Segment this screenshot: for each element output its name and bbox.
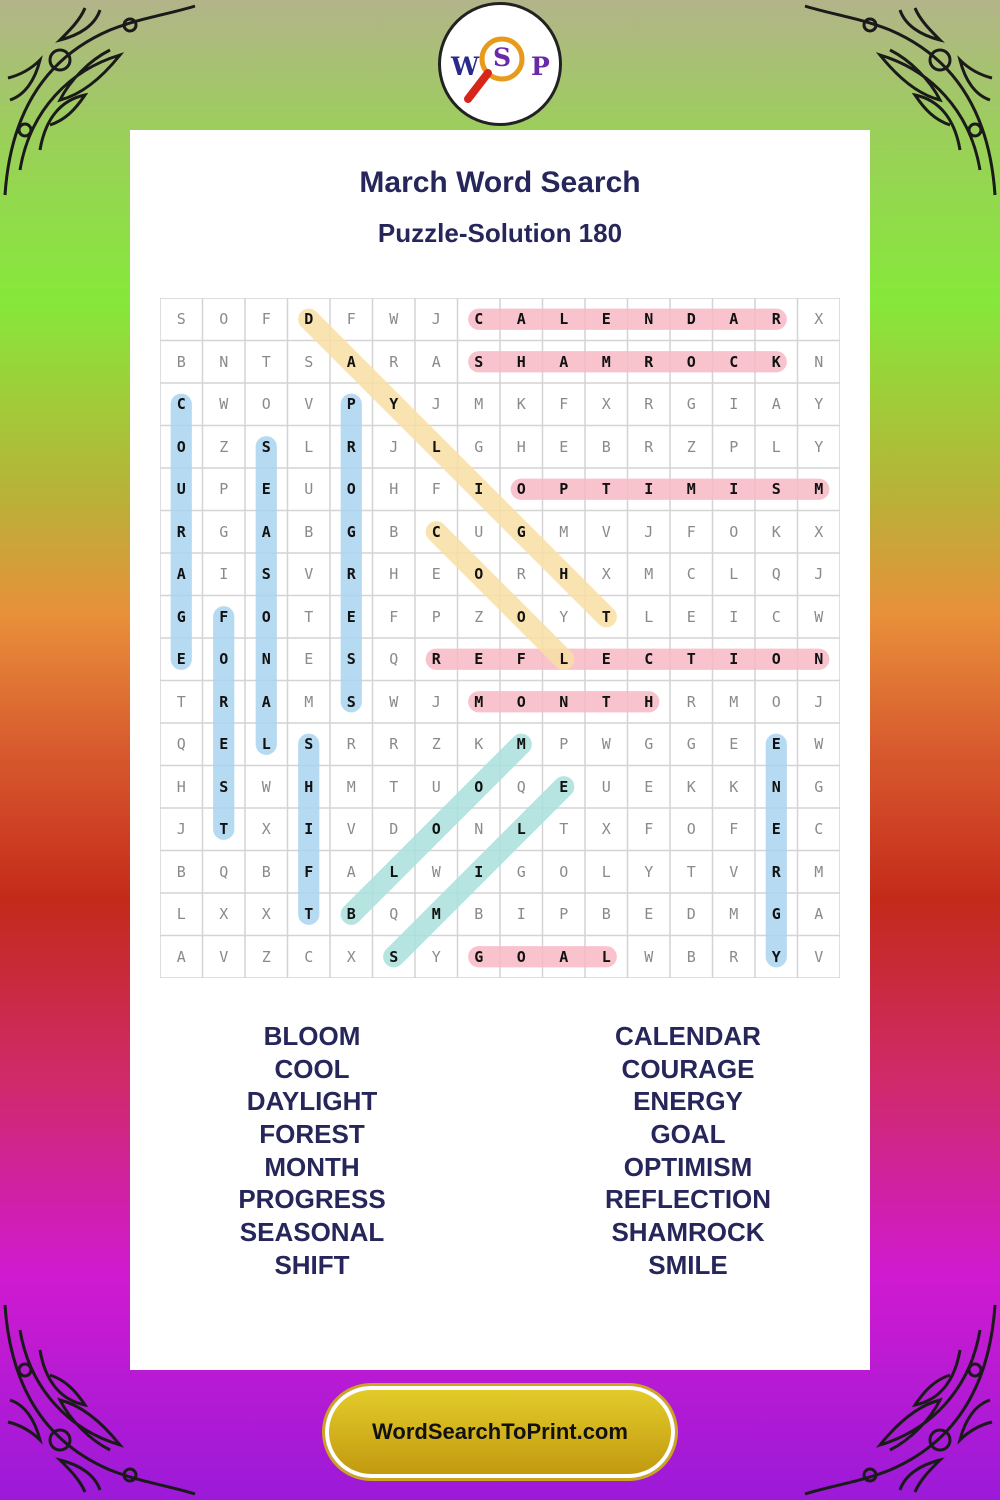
grid-cell: F [304, 862, 314, 881]
grid-cell: R [389, 735, 399, 753]
grid-cell: J [814, 565, 824, 583]
word-list-left [162, 1020, 462, 1282]
grid-cell: I [729, 650, 739, 668]
grid-cell: T [219, 820, 229, 838]
grid-cell: T [601, 480, 611, 498]
grid-cell: R [729, 947, 739, 966]
grid-cell: X [814, 310, 824, 328]
grid-cell: A [346, 862, 356, 881]
grid-cell: E [431, 565, 441, 583]
grid-cell: E [559, 777, 569, 796]
grid-cell: R [686, 692, 696, 711]
grid-cell: G [686, 735, 696, 753]
grid-cell: M [729, 692, 739, 711]
logo-letter-p: P [531, 52, 550, 81]
grid-cell: B [474, 905, 484, 923]
grid-cell: X [346, 947, 356, 966]
grid-cell: L [431, 437, 441, 456]
grid-cell: V [304, 395, 314, 413]
grid-cell: X [814, 522, 824, 541]
grid-cell: O [771, 650, 781, 668]
grid-cell: T [176, 692, 186, 711]
grid-cell: E [219, 735, 229, 753]
grid-cell: H [389, 565, 399, 583]
grid-cell: O [261, 607, 271, 626]
grid-cell: L [389, 862, 399, 881]
grid-cell: I [729, 395, 739, 413]
grid-cell: K [516, 395, 526, 413]
word-list-item: PROGRESS [238, 1184, 386, 1215]
word-list-item: FOREST [259, 1119, 365, 1150]
word-list-item: CALENDAR [615, 1021, 761, 1051]
grid-cell: O [176, 437, 186, 456]
grid-cell: J [431, 692, 441, 711]
grid-cell: M [516, 735, 526, 753]
grid-cell: U [176, 480, 186, 498]
grid-cell: U [601, 777, 611, 796]
grid-cell: W [219, 395, 229, 413]
grid-cell: R [346, 437, 356, 456]
grid-cell: F [389, 607, 399, 626]
grid-cell: N [644, 310, 654, 328]
grid-cell: T [261, 352, 271, 371]
grid-cell: T [559, 820, 569, 838]
puzzle-card [130, 130, 870, 1370]
grid-cell: A [176, 565, 186, 583]
grid-cell: I [474, 480, 484, 498]
grid-cell: N [559, 692, 569, 711]
grid-cell: S [304, 352, 314, 371]
grid-cell: I [729, 480, 739, 498]
grid-cell: U [474, 522, 484, 541]
grid-cell: C [686, 565, 696, 583]
grid-cell: A [176, 947, 186, 966]
grid-cell: O [559, 862, 569, 881]
grid-cell: Y [644, 862, 654, 881]
grid-cell: W [814, 735, 824, 753]
grid-cell: P [431, 607, 441, 626]
grid-cell: G [814, 777, 824, 796]
grid-cell: L [559, 650, 569, 668]
grid-cell: O [219, 310, 229, 328]
grid-cell: V [219, 947, 229, 966]
grid-cell: B [261, 862, 271, 881]
grid-cell: N [814, 352, 824, 371]
grid-cell: R [771, 310, 781, 328]
grid-cell: M [559, 522, 569, 541]
site-logo[interactable] [438, 2, 562, 126]
grid-cell: Y [814, 395, 824, 413]
website-link-button[interactable]: WordSearchToPrint.com [325, 1386, 675, 1478]
grid-cell: H [644, 692, 654, 711]
grid-cell: D [686, 310, 696, 328]
grid-cell: A [431, 352, 441, 371]
word-list-item: COOL [274, 1053, 350, 1084]
grid-cell: L [516, 820, 526, 838]
grid-cell: E [601, 650, 611, 668]
grid-cell: R [431, 650, 441, 668]
grid-cell: C [474, 310, 484, 328]
grid-cell: N [219, 352, 229, 371]
grid-cell: X [601, 820, 611, 838]
grid-cell: J [389, 437, 399, 456]
grid-cell: F [431, 480, 441, 498]
grid-cell: K [771, 522, 781, 541]
grid-cell: V [729, 862, 739, 881]
grid-cell: Q [176, 735, 186, 753]
grid-cell: J [431, 310, 441, 328]
grid-cell: D [304, 310, 314, 328]
grid-cell: R [346, 735, 356, 753]
grid-cell: L [771, 437, 781, 456]
grid-cell: L [644, 607, 654, 626]
grid-cell: O [346, 480, 356, 498]
word-list-item: GOAL [650, 1119, 726, 1150]
grid-cell: R [219, 692, 229, 711]
grid-cell: C [304, 947, 314, 966]
grid-cell: W [261, 777, 271, 796]
grid-cell: A [729, 310, 739, 328]
grid-cell: A [559, 947, 569, 966]
grid-cell: J [644, 522, 654, 541]
grid-cell: M [346, 777, 356, 796]
grid-cell: L [176, 905, 186, 923]
grid-cell: J [814, 692, 824, 711]
grid-cell: O [261, 395, 271, 413]
grid-cell: T [304, 905, 314, 923]
word-list-item: SHAMROCK [611, 1217, 765, 1248]
grid-cell: M [729, 905, 739, 923]
grid-cell: T [686, 862, 696, 881]
grid-cell: B [601, 437, 611, 456]
grid-cell: I [729, 607, 739, 626]
word-search-grid [160, 298, 840, 978]
word-list-right [538, 1020, 838, 1282]
grid-cell: I [304, 820, 314, 838]
grid-cell: A [771, 395, 781, 413]
grid-cell: S [261, 437, 271, 456]
grid-cell: L [601, 862, 611, 881]
grid-cell: O [474, 777, 484, 796]
grid-cell: G [516, 522, 526, 541]
grid-cell: X [601, 395, 611, 413]
grid-cell: X [261, 905, 271, 923]
grid-cell: M [431, 905, 441, 923]
grid-cell: C [771, 607, 781, 626]
grid-cell: V [814, 947, 824, 966]
grid-cell: H [516, 352, 526, 371]
grid-cell: B [601, 905, 611, 923]
word-list-item: REFLECTION [604, 1184, 772, 1215]
grid-cell: S [771, 480, 781, 498]
grid-cell: G [644, 735, 654, 753]
grid-cell: F [261, 310, 271, 328]
grid-cell: Y [814, 437, 824, 456]
grid-cell: D [389, 820, 399, 838]
grid-cell: M [686, 480, 696, 498]
grid-cell: Y [431, 947, 441, 966]
grid-cell: P [346, 395, 356, 413]
grid-cell: Y [559, 607, 569, 626]
grid-cell: S [304, 735, 314, 753]
grid-cell: L [304, 437, 314, 456]
grid-cell: C [176, 395, 186, 413]
grid-cell: N [771, 777, 781, 796]
grid-cell: G [686, 395, 696, 413]
grid-cell: C [644, 650, 654, 668]
grid-cell: E [601, 310, 611, 328]
grid-cell: Q [389, 650, 399, 668]
word-list-item: SEASONAL [239, 1217, 385, 1248]
grid-cell: O [474, 565, 484, 583]
grid-cell: B [686, 947, 696, 966]
grid-cell: S [346, 650, 356, 668]
grid-cell: Q [516, 777, 526, 796]
grid-cell: X [219, 905, 229, 923]
grid-cell: T [389, 777, 399, 796]
grid-cell: U [304, 480, 314, 498]
grid-cell: M [814, 480, 824, 498]
grid-cell: O [431, 820, 441, 838]
grid-cell: C [814, 820, 824, 838]
grid-cell: A [814, 905, 824, 923]
grid-cell: E [559, 437, 569, 456]
grid-cell: S [346, 692, 356, 711]
grid-cell: Z [431, 735, 441, 753]
grid-cell: Q [219, 862, 229, 881]
grid-cell: Y [389, 395, 399, 413]
grid-cell: Z [474, 607, 484, 626]
grid-cell: P [219, 480, 229, 498]
grid-cell: S [219, 777, 229, 796]
grid-cell: I [644, 480, 654, 498]
grid-cell: D [686, 905, 696, 923]
grid-cell: V [601, 522, 611, 541]
grid-cell: E [304, 650, 314, 668]
grid-cell: X [261, 820, 271, 838]
grid-cell: V [304, 565, 314, 583]
grid-cell: O [771, 692, 781, 711]
grid-cell: J [176, 820, 186, 838]
grid-cell: O [516, 947, 526, 966]
grid-cell: E [346, 607, 356, 626]
word-list-item: COURAGE [621, 1053, 755, 1084]
word-list-item: MONTH [264, 1151, 360, 1182]
grid-cell: E [644, 905, 654, 923]
grid-cell: O [516, 692, 526, 711]
grid-cell: S [176, 310, 186, 328]
grid-cell: F [686, 522, 696, 541]
grid-cell: P [729, 437, 739, 456]
grid-cell: M [814, 862, 824, 881]
grid-cell: E [686, 607, 696, 626]
grid-cell: W [814, 607, 824, 626]
grid-cell: B [346, 905, 356, 923]
grid-cell: E [729, 735, 739, 753]
grid-cell: G [219, 522, 229, 541]
grid-cell: E [771, 735, 781, 753]
word-list-item: ENERGY [633, 1086, 743, 1117]
grid-cell: Q [389, 905, 399, 923]
grid-cell: U [431, 777, 441, 796]
grid-cell: I [516, 905, 526, 923]
grid-cell: B [389, 522, 399, 541]
page-subtitle: Puzzle-Solution 180 [377, 218, 623, 248]
grid-cell: G [474, 437, 484, 456]
grid-cell: Z [219, 437, 229, 456]
grid-cell: K [771, 352, 781, 371]
grid-cell: R [176, 522, 186, 541]
grid-cell: O [516, 607, 526, 626]
grid-cell: T [686, 650, 696, 668]
grid-cell: L [261, 735, 271, 753]
grid-cell: G [516, 862, 526, 881]
grid-cell: I [474, 862, 484, 881]
grid-cell: E [771, 820, 781, 838]
grid-cell: S [261, 565, 271, 583]
grid-cell: R [644, 395, 654, 413]
grid-cell: L [559, 310, 569, 328]
grid-cell: W [389, 310, 399, 328]
grid-cell: M [474, 692, 484, 711]
grid-cell: F [559, 395, 569, 413]
grid-cell: H [516, 437, 526, 456]
grid-cell: W [601, 735, 611, 753]
grid-cell: W [389, 692, 399, 711]
grid-cell: T [304, 607, 314, 626]
grid-cell: F [729, 820, 739, 838]
grid-cell: Z [261, 947, 271, 966]
grid-cell: R [644, 352, 654, 371]
grid-cell: N [474, 820, 484, 838]
grid-cell: Z [686, 437, 696, 456]
grid-cell: F [644, 820, 654, 838]
grid-cell: E [644, 777, 654, 796]
grid-cell: B [176, 352, 186, 371]
grid-cell: M [601, 352, 611, 371]
logo-letter-s: S [493, 43, 512, 72]
grid-cell: F [346, 310, 356, 328]
grid-cell: C [431, 522, 441, 541]
grid-cell: X [601, 565, 611, 583]
grid-cell: O [686, 820, 696, 838]
grid-cell: O [516, 480, 526, 498]
grid-cell: P [559, 735, 569, 753]
grid-cell: N [814, 650, 824, 668]
grid-cell: V [346, 820, 356, 838]
grid-cell: A [559, 352, 569, 371]
grid-cell: O [686, 352, 696, 371]
grid-cell: C [729, 352, 739, 371]
grid-cell: B [304, 522, 314, 541]
grid-cell: A [516, 310, 526, 328]
grid-cell: K [474, 735, 484, 753]
grid-cell: K [729, 777, 739, 796]
word-list-item: BLOOM [263, 1021, 361, 1051]
grid-cell: A [261, 522, 271, 541]
grid-cell: G [346, 522, 356, 541]
grid-cell: N [261, 650, 271, 668]
grid-cell: G [474, 947, 484, 966]
grid-cell: R [771, 862, 781, 881]
grid-cell: R [346, 565, 356, 583]
grid-cell: G [771, 905, 781, 923]
grid-cell: Y [771, 947, 781, 966]
grid-cell: H [389, 480, 399, 498]
grid-cell: H [304, 777, 314, 796]
grid-cell: M [304, 692, 314, 711]
grid-cell: A [346, 352, 356, 371]
grid-cell: B [176, 862, 186, 881]
grid-cell: O [219, 650, 229, 668]
grid-cell: A [261, 692, 271, 711]
grid-cell: L [729, 565, 739, 583]
grid-cell: S [474, 352, 484, 371]
grid-cell: R [389, 352, 399, 371]
grid-cell: L [601, 947, 611, 966]
logo-letter-w: W [451, 52, 480, 81]
grid-cell: E [474, 650, 484, 668]
word-list-item: OPTIMISM [623, 1151, 753, 1182]
grid-cell: W [431, 862, 441, 881]
grid-cell: T [601, 607, 611, 626]
word-list-item: SHIFT [274, 1249, 350, 1280]
grid-cell: R [516, 565, 526, 583]
grid-cell: E [261, 480, 271, 498]
word-list-item: SMILE [648, 1249, 728, 1280]
grid-cell: I [219, 565, 229, 583]
page-title: March Word Search [359, 166, 641, 199]
grid-cell: O [729, 522, 739, 541]
grid-cell: F [219, 607, 229, 626]
grid-cell: T [601, 692, 611, 711]
grid-cell: R [644, 437, 654, 456]
grid-cell: J [431, 395, 441, 413]
grid-cell: P [559, 905, 569, 923]
grid-cell: H [559, 565, 569, 583]
grid-cell: K [686, 777, 696, 796]
grid-cell: P [559, 480, 569, 498]
grid-cell: G [176, 607, 186, 626]
grid-cell: M [644, 565, 654, 583]
grid-cell: M [474, 395, 484, 413]
grid-cell: S [389, 947, 399, 966]
grid-cell: Q [771, 565, 781, 583]
grid-cell: H [176, 777, 186, 796]
grid-cell: E [176, 650, 186, 668]
grid-cell: W [644, 947, 654, 966]
grid-cell: F [516, 650, 526, 668]
word-list-item: DAYLIGHT [246, 1086, 378, 1117]
